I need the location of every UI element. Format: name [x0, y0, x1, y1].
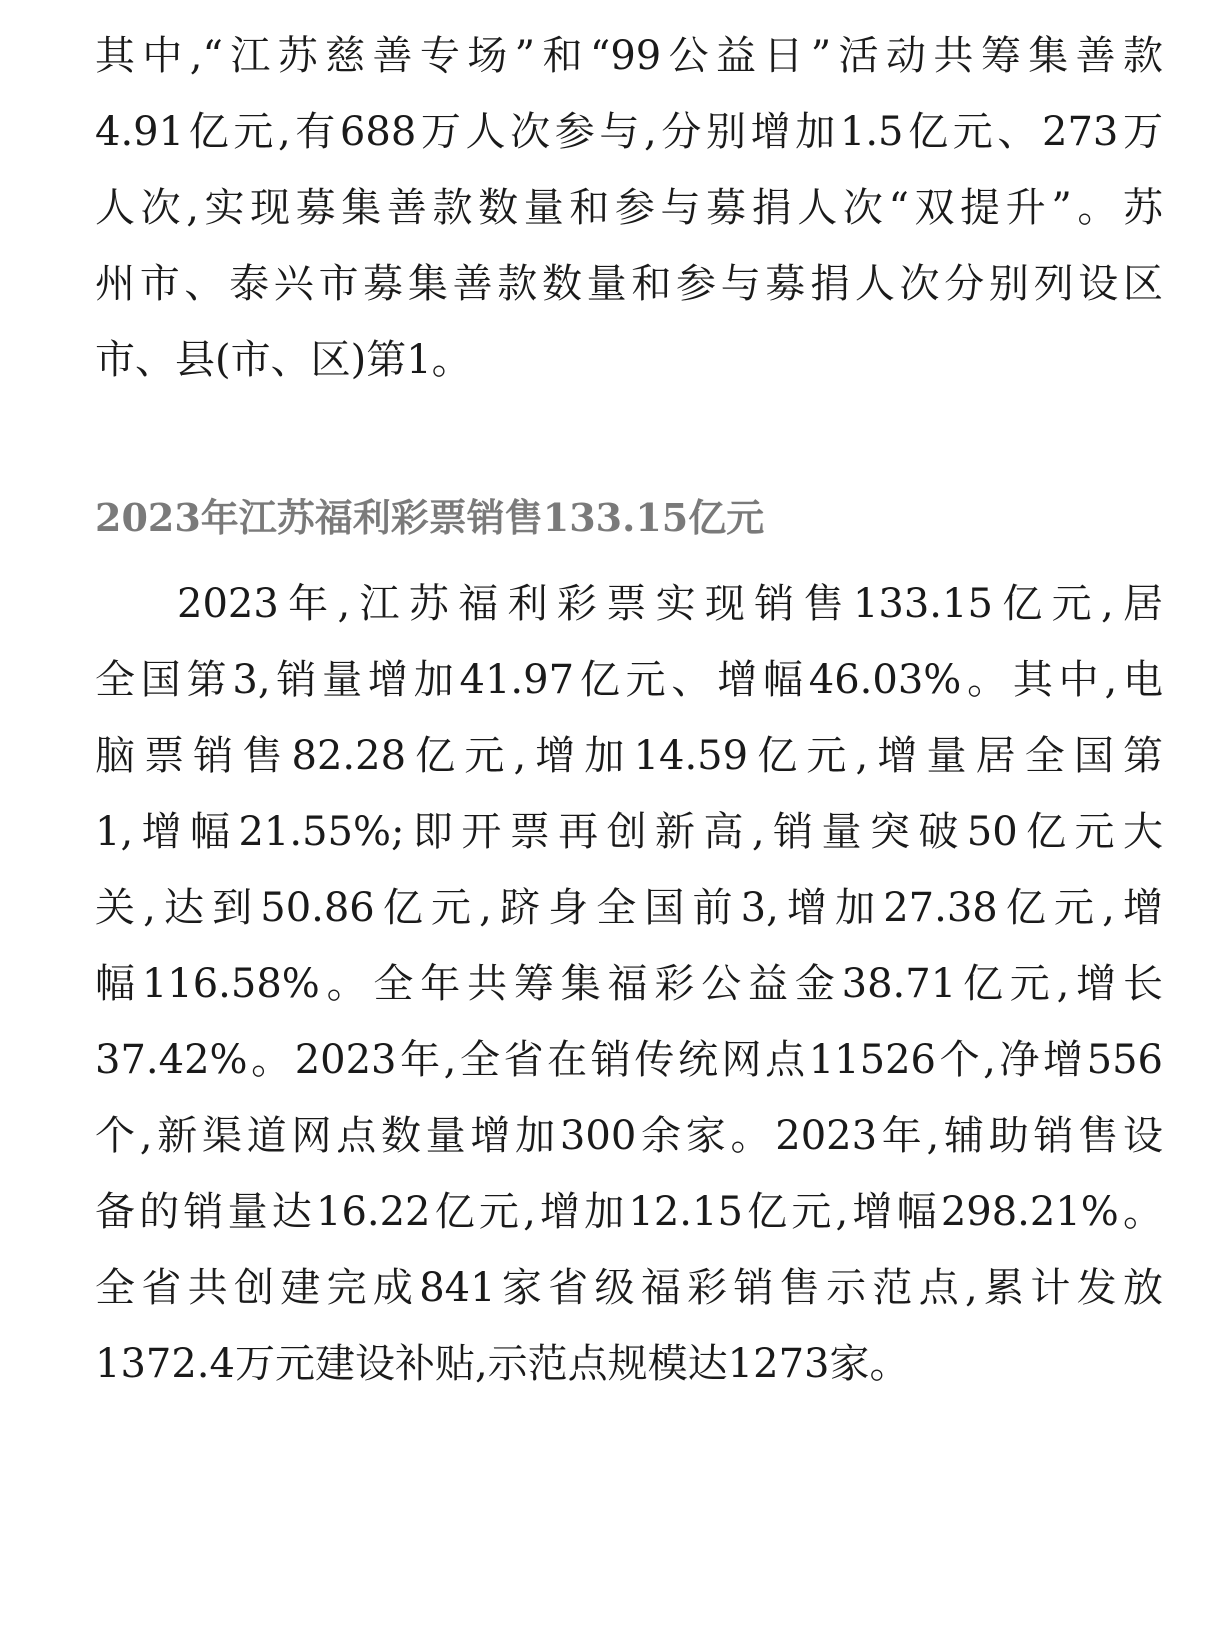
text-line: 1372.4万元建设补贴,示范点规模达1273家。: [95, 1341, 910, 1387]
text-line: 脑票销售82.28亿元,增加14.59亿元,增量居全国第: [95, 733, 1163, 779]
text-line: 2023年,江苏福利彩票实现销售133.15亿元,居: [177, 581, 1163, 627]
text-line: 全省共创建完成841家省级福彩销售示范点,累计发放: [95, 1265, 1163, 1311]
text-line: 人次,实现募集善款数量和参与募捐人次“双提升”。苏: [95, 185, 1163, 231]
text-line: 市、县(市、区)第1。: [95, 337, 472, 383]
text-line: 其中,“江苏慈善专场”和“99公益日”活动共筹集善款: [95, 33, 1163, 79]
section-heading: 2023年江苏福利彩票销售133.15亿元: [95, 495, 765, 540]
text-line: 全国第3,销量增加41.97亿元、增幅46.03%。其中,电: [95, 657, 1163, 703]
text-line: 州市、泰兴市募集善款数量和参与募捐人次分别列设区: [95, 261, 1163, 307]
text-line: 4.91亿元,有688万人次参与,分别增加1.5亿元、273万: [95, 109, 1163, 155]
text-line: 备的销量达16.22亿元,增加12.15亿元,增幅298.21%。: [95, 1189, 1163, 1235]
text-line: 37.42%。2023年,全省在销传统网点11526个,净增556: [95, 1037, 1163, 1083]
paragraph-lottery-sales: [95, 566, 1163, 1402]
text-line: 个,新渠道网点数量增加300余家。2023年,辅助销售设: [95, 1113, 1163, 1159]
text-line: 幅116.58%。全年共筹集福彩公益金38.71亿元,增长: [95, 961, 1163, 1007]
paragraph-charity-summary: [95, 18, 1163, 398]
text-line: 关,达到50.86亿元,跻身全国前3,增加27.38亿元,增: [95, 885, 1163, 931]
text-line: 1,增幅21.55%;即开票再创新高,销量突破50亿元大: [95, 809, 1163, 855]
